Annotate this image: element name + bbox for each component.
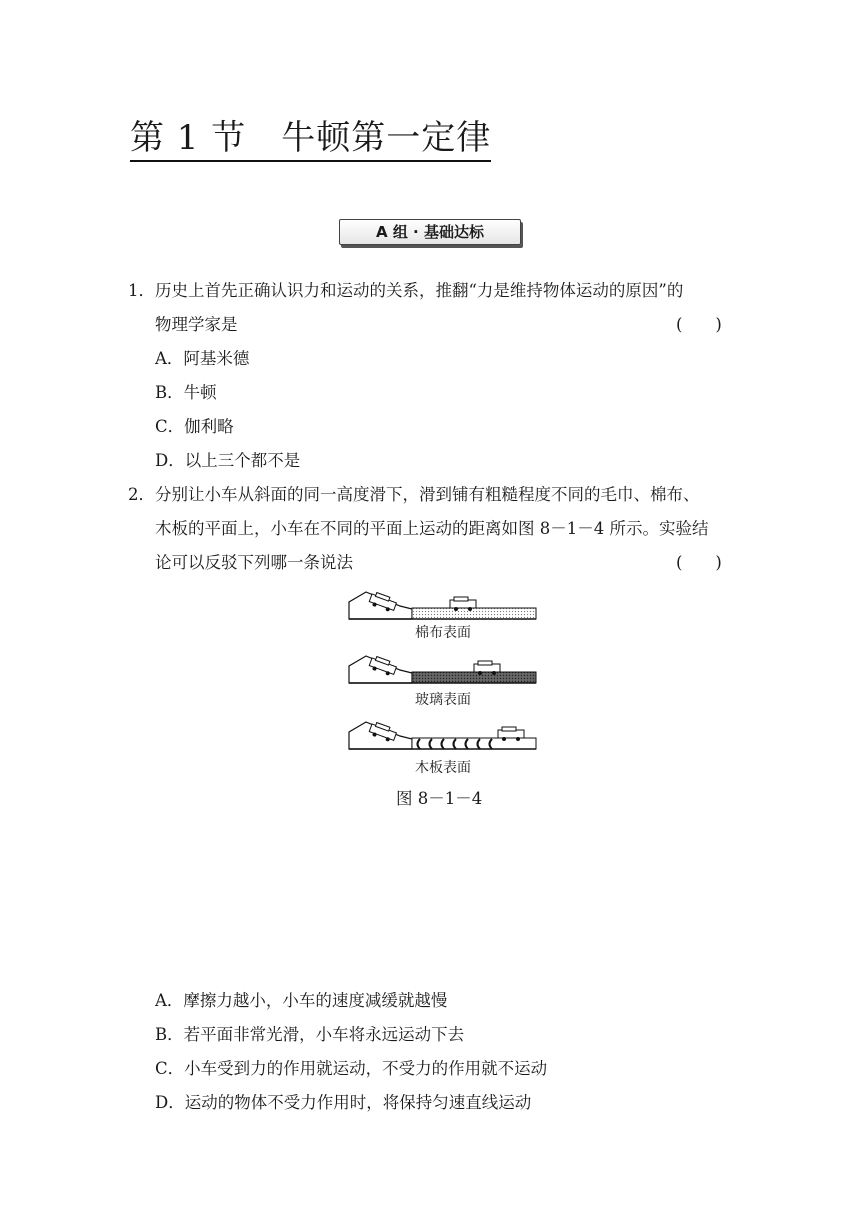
question-1-text-line1: 历史上首先正确认识力和运动的关系，推翻“力是维持物体运动的原因”的 (155, 281, 684, 300)
question-2-text-line3: 论可以反驳下列哪一条说法 (155, 553, 353, 572)
cotton-surface-label: 棉布表面 (415, 625, 471, 641)
cotton-surface-diagram (346, 586, 540, 624)
question-2-number: 2． (128, 485, 155, 504)
question-1-option-b: B．牛顿 (155, 383, 217, 402)
question-2-option-a: A．摩擦力越小，小车的速度减缓就越慢 (155, 991, 448, 1010)
glass-surface-diagram (346, 650, 540, 688)
section-badge: A 组 · 基础达标 (339, 219, 521, 245)
glass-surface-label: 玻璃表面 (415, 692, 471, 708)
question-1-option-c: C．伽利略 (155, 417, 234, 436)
question-1-number: 1． (128, 281, 155, 300)
question-2-option-b: B．若平面非常光滑，小车将永远运动下去 (155, 1025, 465, 1044)
page-title: 第 1 节 牛顿第一定律 (130, 118, 491, 162)
question-1-text-line2: 物理学家是 (155, 315, 238, 334)
question-1-option-a: A．阿基米德 (155, 349, 250, 368)
question-2-text-line2: 木板的平面上，小车在不同的平面上运动的距离如图 8－1－4 所示。实验结 (155, 519, 709, 538)
question-1-answer-blank: ( ) (676, 315, 722, 334)
question-2-option-d: D．运动的物体不受力作用时，将保持匀速直线运动 (155, 1093, 532, 1112)
wood-surface-diagram (346, 716, 540, 754)
question-2-option-c: C．小车受到力的作用就运动，不受力的作用就不运动 (155, 1059, 548, 1078)
question-2-text-line1: 分别让小车从斜面的同一高度滑下，滑到铺有粗糙程度不同的毛巾、棉布、 (155, 485, 700, 504)
figure-caption: 图 8－1－4 (396, 789, 483, 808)
wood-surface-label: 木板表面 (415, 760, 471, 776)
question-2-answer-blank: ( ) (676, 553, 722, 572)
question-1-option-d: D．以上三个都不是 (155, 451, 301, 470)
